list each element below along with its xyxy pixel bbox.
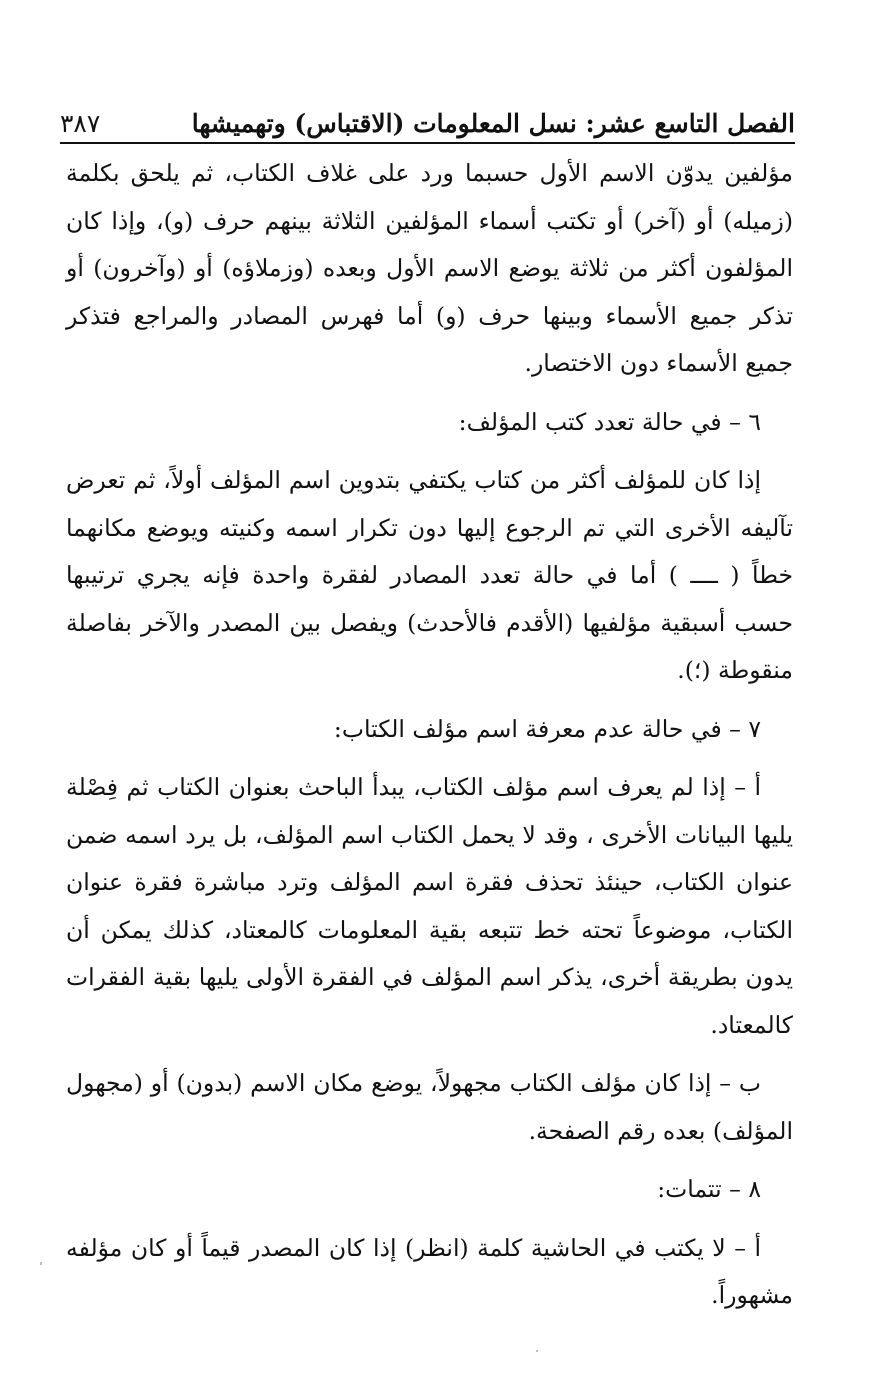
chapter-title: الفصل التاسع عشر: نسل المعلومات (الاقتباس) وتهميشها [191, 109, 795, 138]
page-number: ٣٨٧ [60, 109, 101, 138]
paragraph-supplements-a: أ – لا يكتب في الحاشية كلمة (انظر) إذا كان المصدر قيماً أو كان مؤلفه مشهوراً. [66, 1233, 793, 1309]
paragraph-unknown-author-a: أ – إذا لم يعرف اسم مؤلف الكتاب، يبدأ الباحث بعنوان الكتاب ثم فِصْلة يليها البيانات الأخرى ، وقد لا يحمل الكتاب اسم المؤلف، بل يرد اسمه ضمن عنوان الكتاب، حينئذ تحذف فقرة اسم المؤلف وترد مباشرة فقرة عنوان الكتاب، موضوعاً تحته خط تتبعه بقية المعلومات كالمعتاد، كذلك يمكن أن يدون بطريقة أخرى، يذكر اسم المؤلف في الفقرة الأولى يليها بقية الفقرات كالمعتاد. [66, 773, 793, 1039]
heading-item-8: ٨ – تتمات: [657, 1175, 761, 1203]
heading-item-6: ٦ – في حالة تعدد كتب المؤلف: [458, 407, 761, 436]
paragraph-unknown-author-b: ب – إذا كان مؤلف الكتاب مجهولاً، يوضع مكان الاسم (بدون) أو (مجهول المؤلف) بعده رقم الصفحة. [66, 1069, 793, 1145]
body-text [66, 150, 793, 1331]
running-header [60, 98, 795, 144]
heading-item-7: ٧ – في حالة عدم معرفة اسم مؤلف الكتاب: [333, 714, 761, 743]
scan-speck [40, 1262, 42, 1265]
paragraph-continued: مؤلفين يدوّن الاسم الأول حسبما ورد على غلاف الكتاب، ثم يلحق بكلمة (زميله) أو (آخر) أو تكتب أسماء المؤلفين الثلاثة بينهم حرف (و)، وإذا كان المؤلفون أكثر من ثلاثة يوضع الاسم الأول وبعده (وزملاؤه) أو (وآخرون) أو تذكر جميع الأسماء وبينها حرف (و) أما فهرس المصادر والمراجع فتذكر جميع الأسماء دون الاختصار. [66, 159, 793, 377]
scan-speck [536, 1350, 538, 1352]
paragraph-multiple-books: إذا كان للمؤلف أكثر من كتاب يكتفي بتدوين اسم المؤلف أولاً، ثم تعرض تآليفه الأخرى التي تم الرجوع إليها دون تكرار اسمه وكنيته ويوضع مكانهما خطاً ( ــــ ) أما في حالة تعدد المصادر لفقرة واحدة فإنه يجري ترتيبها حسب أسبقية مؤلفيها (الأقدم فالأحدث) ويفصل بين المصدر والآخر بفاصلة منقوطة (؛). [66, 466, 793, 684]
